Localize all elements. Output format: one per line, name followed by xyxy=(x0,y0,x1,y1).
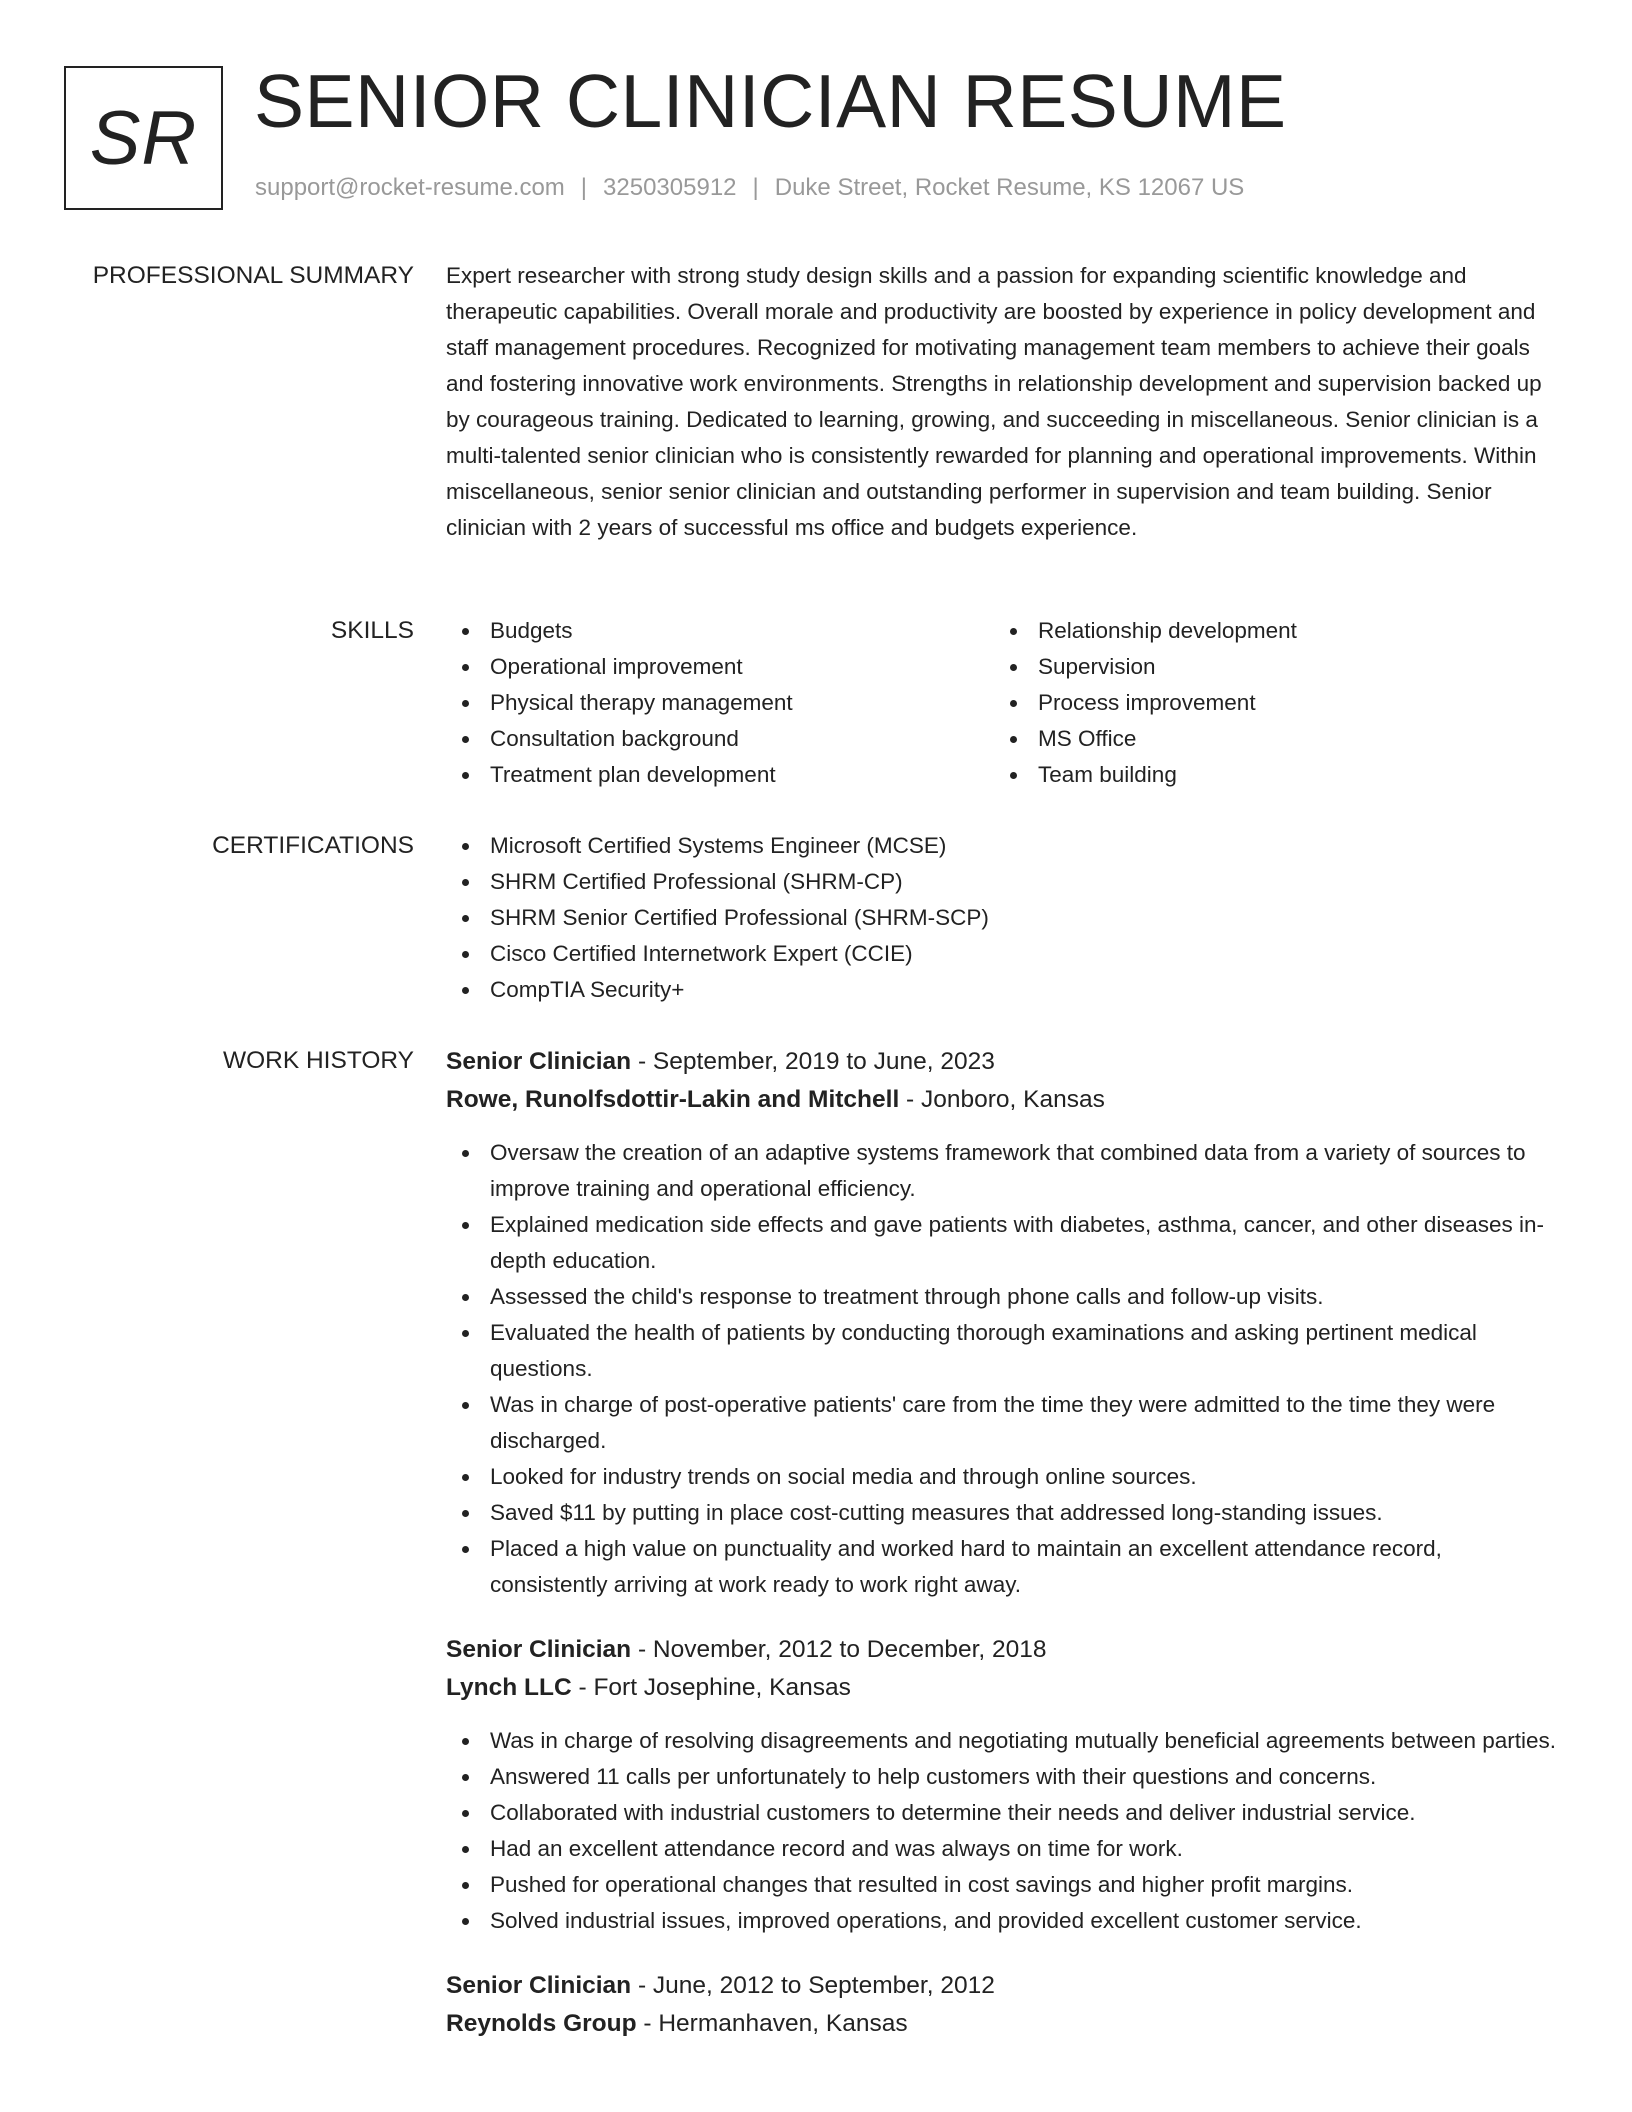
job-bullets xyxy=(446,1135,1561,1603)
job-title: Senior Clinician xyxy=(446,1048,632,1075)
skill-item: Physical therapy management xyxy=(446,685,994,721)
certifications-list xyxy=(446,828,1561,1008)
job-title: Senior Clinician xyxy=(446,1972,632,1999)
job-title: Senior Clinician xyxy=(446,1636,632,1663)
certification-item: SHRM Certified Professional (SHRM-CP) xyxy=(446,864,1561,900)
job-bullet: Collaborated with industrial customers to determine their needs and deliver industrial service. xyxy=(446,1795,1561,1831)
job-bullet: Pushed for operational changes that resulted in cost savings and higher profit margins. xyxy=(446,1867,1561,1903)
job-bullet: Was in charge of post-operative patients' care from the time they were admitted to the time they were discharged. xyxy=(446,1387,1561,1459)
contact-phone[interactable]: 3250305912 xyxy=(603,174,737,201)
job-location: - Jonboro, Kansas xyxy=(899,1086,1105,1113)
job-company-line xyxy=(446,1081,1561,1119)
job-company: Reynolds Group xyxy=(446,2010,637,2037)
job-bullet: Explained medication side effects and gave patients with diabetes, asthma, cancer, and other diseases in-depth education. xyxy=(446,1207,1561,1279)
contact-line xyxy=(255,174,1244,202)
job-location: - Hermanhaven, Kansas xyxy=(636,2010,908,2037)
skill-item: Team building xyxy=(994,757,1542,793)
job-bullet: Had an excellent attendance record and was always on time for work. xyxy=(446,1831,1561,1867)
job-company-line xyxy=(446,2005,1561,2043)
job-bullet: Evaluated the health of patients by conducting thorough examinations and asking pertinent medical questions. xyxy=(446,1315,1561,1387)
job-entry xyxy=(446,1631,1561,1939)
job-title-line xyxy=(446,1631,1561,1669)
job-dates: - June, 2012 to September, 2012 xyxy=(631,1972,995,1999)
skill-item: Operational improvement xyxy=(446,649,994,685)
job-bullet: Saved $11 by putting in place cost-cutting measures that addressed long-standing issues. xyxy=(446,1495,1561,1531)
job-bullet: Assessed the child's response to treatment through phone calls and follow-up visits. xyxy=(446,1279,1561,1315)
job-bullet: Solved industrial issues, improved operations, and provided excellent customer service. xyxy=(446,1903,1561,1939)
certification-item: CompTIA Security+ xyxy=(446,972,1561,1008)
certification-item: Microsoft Certified Systems Engineer (MCSE) xyxy=(446,828,1561,864)
job-bullets xyxy=(446,1723,1561,1939)
skills-list-right xyxy=(994,613,1542,793)
contact-address: Duke Street, Rocket Resume, KS 12067 US xyxy=(774,174,1245,201)
contact-email[interactable]: support@rocket-resume.com xyxy=(255,174,565,201)
job-bullet: Looked for industry trends on social media and through online sources. xyxy=(446,1459,1561,1495)
skill-item: Treatment plan development xyxy=(446,757,994,793)
job-company: Rowe, Runolfsdottir-Lakin and Mitchell xyxy=(446,1086,900,1113)
skills-list-left xyxy=(446,613,994,793)
certification-item: Cisco Certified Internetwork Expert (CCIE) xyxy=(446,936,1561,972)
job-title-line xyxy=(446,1967,1561,2005)
monogram-badge: SR xyxy=(64,66,223,210)
skill-item: MS Office xyxy=(994,721,1542,757)
job-bullet: Placed a high value on punctuality and worked hard to maintain an excellent attendance record, consistently arriving at work ready to work right away. xyxy=(446,1531,1561,1603)
job-entry xyxy=(446,1967,1561,2043)
work-history-label: WORK HISTORY xyxy=(222,1047,414,1074)
skills-label: SKILLS xyxy=(330,617,414,644)
job-title-line xyxy=(446,1043,1561,1081)
job-location: - Fort Josephine, Kansas xyxy=(571,1674,851,1701)
job-company-line xyxy=(446,1669,1561,1707)
skill-item: Supervision xyxy=(994,649,1542,685)
skill-item: Consultation background xyxy=(446,721,994,757)
job-entry xyxy=(446,1043,1561,1603)
summary-label: PROFESSIONAL SUMMARY xyxy=(92,262,414,289)
skill-item: Process improvement xyxy=(994,685,1542,721)
job-bullet: Oversaw the creation of an adaptive systems framework that combined data from a variety of sources to improve training and operational efficiency. xyxy=(446,1135,1561,1207)
skill-item: Budgets xyxy=(446,613,994,649)
job-bullet: Answered 11 calls per unfortunately to help customers with their questions and concerns. xyxy=(446,1759,1561,1795)
certification-item: SHRM Senior Certified Professional (SHRM-SCP) xyxy=(446,900,1561,936)
summary-text: Expert researcher with strong study design skills and a passion for expanding scientific knowledge and therapeutic capabilities. Overall morale and productivity are boosted by experience in policy development and staff management procedures. Recognized for motivating management team members to achieve their goals and fostering innovative work environments. Strengths in relationship development and supervision backed up by courageous training. Dedicated to learning, growing, and succeeding in miscellaneous. Senior clinician is a multi-talented senior clinician who is consistently rewarded for planning and operational improvements. Within miscellaneous, senior senior clinician and outstanding performer in supervision and team building. Senior clinician with 2 years of successful ms office and budgets experience. xyxy=(446,263,1542,540)
resume-title: SENIOR CLINICIAN RESUME xyxy=(254,59,1287,143)
job-dates: - November, 2012 to December, 2018 xyxy=(631,1636,1047,1663)
job-company: Lynch LLC xyxy=(446,1674,572,1701)
contact-separator: | xyxy=(752,174,759,201)
contact-separator: | xyxy=(580,174,588,201)
skill-item: Relationship development xyxy=(994,613,1542,649)
job-dates: - September, 2019 to June, 2023 xyxy=(631,1048,995,1075)
certifications-label: CERTIFICATIONS xyxy=(212,832,414,859)
job-bullet: Was in charge of resolving disagreements and negotiating mutually beneficial agreements between parties. xyxy=(446,1723,1561,1759)
